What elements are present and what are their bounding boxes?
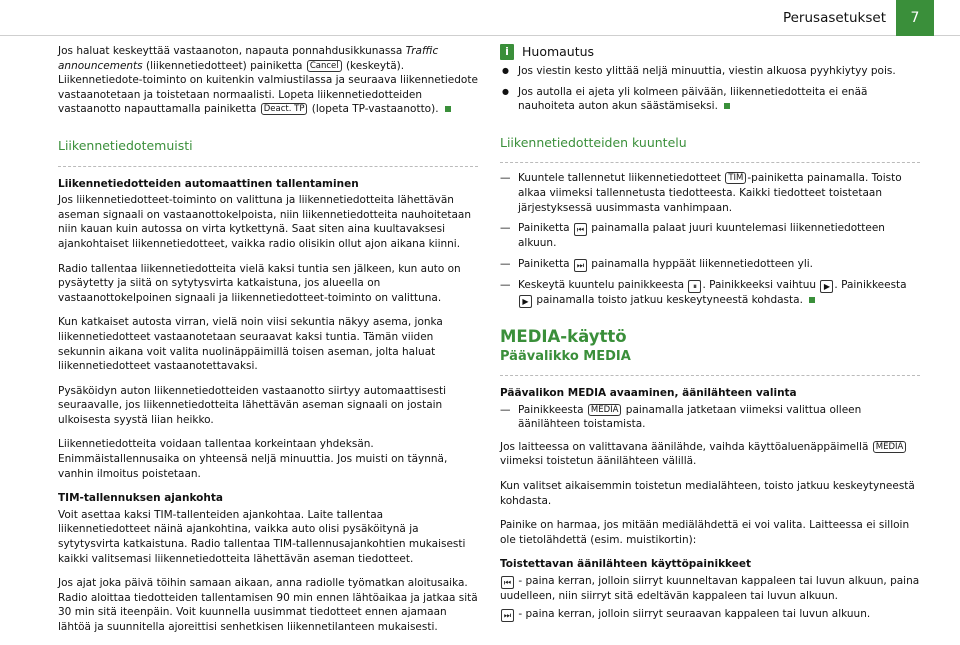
- next-track-icon: ⏭: [501, 609, 514, 622]
- note-item: [500, 85, 920, 114]
- paragraph: Pysäköidyn auton liikennetiedotteiden vastaanotto siirtyy automaattisesti seuraavalle, jos liikennetiedotteita lähettävän aseman signaali on jostain ulkoisesta syystä liian heikko.: [58, 384, 446, 426]
- chapter-title-media: MEDIA-käyttö: [500, 326, 627, 346]
- header-rule: [0, 35, 960, 36]
- paragraph: Voit asettaa kaksi TIM-tallenteiden ajankohtaa. Laite tallentaa liikennetiedotteet näinä ajankohtina, vaikka auto olisi pysäköitynä ja sytytysvirta katkaistuna. Radio tallentaa TIM-tallennusajankohtien mukaisesti kaikki valitsemasi liikennetiedotteita lähettävän aseman tiedotteet.: [58, 508, 466, 565]
- text: Painikkeesta: [518, 403, 587, 416]
- paragraph: [500, 607, 920, 622]
- media-key: MEDIA: [588, 404, 622, 416]
- paragraph: Kun katkaiset autosta virran, vielä noin viisi sekuntia näkyy asema, jonka liikennetiedotteet vastaanotetaan seuraavat kaksi tuntia. Tämän viiden sekunnin aikana voit valita nuolinäppäimillä toisen aseman, jolta haluat liikennetiedotteet vastaanotettavaksi.: [58, 316, 443, 373]
- note-title: Huomautus: [522, 43, 595, 59]
- paragraph: Radio tallentaa liikennetiedotteita vielä kaksi tuntia sen jälkeen, kun auto on pysäytetty ja siitä on sytytysvirta katkaistuna, jos alueella on vastaanottokelpoinen signaali ja liikennetiedotteet-toiminto on valittuna.: [58, 262, 461, 304]
- paragraph: [500, 574, 920, 604]
- list-item: [500, 278, 920, 308]
- heading-open-media: Päävalikon MEDIA avaaminen, äänilähteen valinta: [500, 386, 797, 399]
- text: -painiketta painamalla. Toisto alkaa viimeksi tallennetusta tiedotteesta. Kaikki tiedotteet toistetaan järjestyksessä uusimmasta vanhimpaan.: [518, 172, 902, 214]
- media-key: MEDIA: [873, 441, 907, 453]
- page-header-title: Perusasetukset: [782, 10, 886, 26]
- note-item: ● Jos viestin kesto ylittää neljä minuuttia, viestin alkuosa pyyhkiytyy pois.: [500, 64, 920, 79]
- play-icon: ▶: [519, 295, 532, 308]
- text: Painiketta: [518, 222, 573, 235]
- text: painamalla hyppäät liikennetiedotteen yli.: [587, 257, 814, 270]
- previous-track-icon: ⏮: [501, 576, 514, 589]
- text: painamalla toisto jatkuu keskeytyneestä kohdasta.: [533, 293, 803, 306]
- list-item: [500, 403, 920, 432]
- right-column: [500, 44, 920, 632]
- list-item: [500, 257, 920, 272]
- previous-track-icon: ⏮: [574, 223, 587, 236]
- text: - paina kerran, jolloin siirryt kuunneltavan kappaleen tai luvun alkuun, paina uudelleen, niin siirryt sitä edeltävän kappaleen tai luvun alkuun.: [500, 574, 920, 602]
- divider: [58, 166, 478, 167]
- play-icon: ▶: [820, 280, 833, 293]
- text: Kuuntele tallennetut liikennetiedotteet: [518, 172, 725, 185]
- paragraph: Jos ajat joka päivä töihin samaan aikaan, anna radiolle työmatkan aloitusaika. Radio aloittaa tiedotteiden tallentamisen 90 min ennen lähtöaikaa ja jatkaa sitä 30 min sitä iteenpäin. Voit kuunnella uusimmat tiedotteet ennen ajamaan lähtöä ja suunnitella ajoreittisi senhetkisen liikennetilanteen mukaisesti.: [58, 577, 478, 633]
- media-list: [500, 403, 920, 432]
- text: . Painikkeeksi vaihtuu: [702, 278, 820, 291]
- list-item: [500, 171, 920, 215]
- section-title-traffic-memory: Liikennetiedotemuisti: [58, 137, 193, 153]
- divider: [500, 162, 920, 163]
- left-column: [58, 44, 478, 645]
- section-title-listening: Liikennetiedotteiden kuuntelu: [500, 134, 687, 150]
- listening-list: [500, 171, 920, 307]
- section-end-icon: [809, 297, 815, 303]
- paragraph-cancel: [58, 44, 478, 117]
- section-end-icon: [445, 106, 451, 112]
- heading-tim-recording: TIM-tallennuksen ajankohta: [58, 492, 223, 505]
- paragraph: [500, 440, 920, 469]
- paragraph: Jos liikennetiedotteet-toiminto on valittuna ja liikennetiedotteita lähettävän aseman signaali on vastaanottokelpoista, niin liikennetiedotteita nauhoitetaan niin kauan kuin autossa on virta kytkettynä. Saat siten aina kuultavaksesi ajankohtaiset liikennetiedotteet, vaikka radio olisikin ollut ajon aikana kiinni.: [58, 194, 472, 250]
- pause-icon: ⏸: [688, 280, 701, 293]
- divider: [500, 375, 920, 376]
- text: viimeksi toistetun äänilähteen välillä.: [500, 455, 697, 468]
- text: Jos autolla ei ajeta yli kolmeen päivään, liikennetiedotteita ei enää nauhoiteta auton akun säästämiseksi.: [518, 85, 868, 113]
- text: (liikennetiedotteet) painiketta: [142, 59, 306, 72]
- page-number: 7: [896, 0, 934, 36]
- cancel-key: Cancel: [307, 60, 342, 72]
- text: . Painikkeesta: [834, 278, 907, 291]
- text: Keskeytä kuuntelu painikkeesta: [518, 278, 688, 291]
- text: Painiketta: [518, 257, 573, 270]
- heading-auto-save: Liikennetiedotteiden automaattinen tallentaminen: [58, 177, 359, 190]
- next-track-icon: ⏭: [574, 259, 587, 272]
- paragraph: Liikennetiedotteita voidaan tallentaa korkeintaan yhdeksän. Enimmäistallennusaika on yhteensä neljä minuuttia. Jos muisti on täynnä, vanhin ilmoitus poistetaan.: [58, 438, 448, 480]
- text: Jos laitteessa on valittavana äänilähde, vaihda käyttöaluenäppäimellä: [500, 440, 872, 453]
- text: (lopeta TP-vastaanotto).: [308, 103, 439, 116]
- paragraph: Painike on harmaa, jos mitään mediälähdettä ei voi valita. Laitteessa ei silloin ole tietolähdettä (esim. muistikortin):: [500, 519, 910, 546]
- note-header: [500, 44, 920, 60]
- section-end-icon: [724, 103, 730, 109]
- deact-tp-key: Deact. TP: [261, 103, 308, 115]
- subchapter-title-media-menu: Päävalikko MEDIA: [500, 349, 631, 365]
- list-item: [500, 221, 920, 251]
- text: painamalla jatketaan viimeksi valittua olleen äänilähteen toistamista.: [518, 403, 862, 431]
- traffic-announcements-text: Traffic announcements: [58, 45, 439, 72]
- note-list: [500, 64, 920, 114]
- info-icon: i: [500, 44, 514, 60]
- text: (keskeytä). Liikennetiedote-toiminto on kuitenkin valmiustilassa ja seuraava liikennetiedote vastaanotetaan ja toistetaan normaalisti. Lopeta liikennetiedotteiden vastaanotto napauttamalla painiketta: [58, 59, 478, 116]
- text: painamalla palaat juuri kuuntelemasi liikennetiedotteen alkuun.: [518, 222, 885, 250]
- paragraph: Kun valitset aikaisemmin toistetun medialähteen, toisto jatkuu keskeytyneestä kohdasta.: [500, 479, 915, 507]
- tim-key: TIM: [725, 172, 746, 184]
- heading-playback-controls: Toistettavan äänilähteen käyttöpainikkeet: [500, 558, 752, 571]
- text: - paina kerran, jolloin siirryt seuraavan kappaleen tai luvun alkuun.: [515, 608, 871, 621]
- text: Jos haluat keskeyttää vastaanoton, napauta ponnahdusikkunassa: [58, 45, 406, 57]
